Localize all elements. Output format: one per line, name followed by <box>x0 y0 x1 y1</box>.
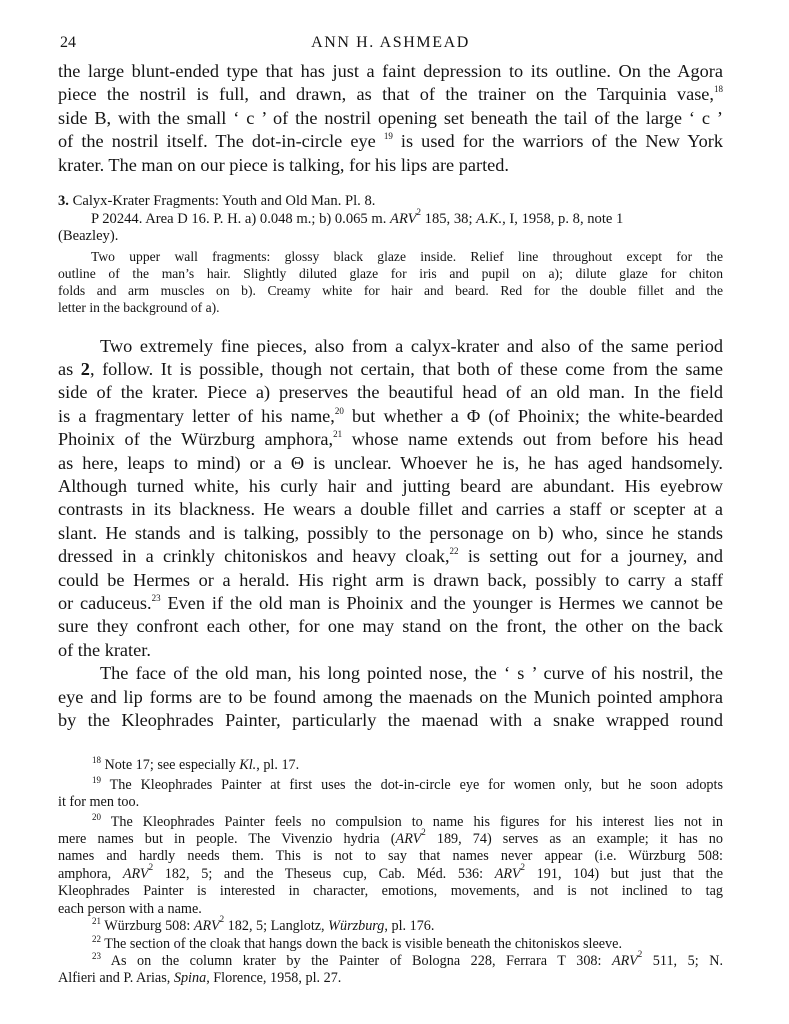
footnote-ref[interactable]: 23 <box>151 593 161 603</box>
text-line: or caduceus.$^{23}$ Even if the old man is Phoinix and the younger is Hermes we cannot be <box>58 593 723 613</box>
paragraph-two <box>58 335 723 663</box>
text-line: Phoinix of the Würzburg amphora,$^{21}$ whose name extends out from before his head <box>58 429 723 450</box>
catalog-title: 3. Calyx-Krater Fragments: Youth and Old Man. Pl. 8. <box>58 193 376 210</box>
text-line: is a fragmentary letter of his name,$^{20}$ but whether a Φ (of Phoinix; the white-bearded <box>58 405 723 426</box>
text-line: as here, leaps to mind) or a Θ is unclear. Whoever he is, he has aged handsomely. <box>58 452 723 473</box>
footnote-ref[interactable]: 19 <box>383 131 393 142</box>
text-line: each person with a name. <box>58 900 202 917</box>
catalog-reference: P 20244. Area D 16. P. H. a) 0.048 m.; b) 0.065 m. ARV$^2$ 185, 38; A.K., I, 1958, p. 8, note 1 <box>91 206 624 227</box>
text-line: could be Hermes or a herald. His right arm is drawn back, possibly to carry a staff <box>58 569 723 590</box>
text-line: Two upper wall fragments: glossy black glaze inside. Relief line throughout except for the <box>91 248 723 264</box>
footnote-23: $^{23}$ As on the column krater by the Painter of Bologna 228, Ferrara T 308: ARV$^2$ 511, 5; N. <box>92 948 723 969</box>
footnote-ref[interactable]: 18 <box>714 84 723 95</box>
page-header <box>58 34 723 60</box>
paragraph-continuation <box>58 60 723 177</box>
text-line: sure they confront each other, for one may stand on the front, the other on the back <box>58 616 723 637</box>
text-line: Alfieri and P. Arias, Spina, Florence, 1958, pl. 27. <box>58 970 342 987</box>
text-line: folds and arm muscles on b). Creamy white for hair and beard. Red for the double fillet and the <box>58 282 723 298</box>
footnote-divider <box>58 746 118 747</box>
paragraph-three <box>58 662 723 732</box>
text-line: outline of the man’s hair. Slightly diluted glaze for iris and pupil on a); dilute glaze for chiton <box>58 265 723 281</box>
text-line: side of the krater. Piece a) preserves the beautiful head of an old man. In the field <box>58 382 723 403</box>
text-line: amphora, ARV$^2$ 182, 5; and the Theseus cup, Cab. Méd. 536: ARV$^2$ 191, 104) but just that the <box>58 861 724 882</box>
footnote-ref[interactable]: 22 <box>449 546 459 557</box>
text-line: Two extremely fine pieces, also from a calyx-krater and also of the same period <box>100 335 723 356</box>
text-line: slant. He stands and is talking, possibly to the personage on b) who, since he stands <box>58 522 723 543</box>
footnote-20: $^{20}$ The Kleophrades Painter feels no compulsion to name his figures for his interest lies not in <box>92 811 723 830</box>
footnote-21: $^{21}$ Würzburg 508: ARV$^2$ 182, 5; Langlotz, Würzburg, pl. 176. <box>92 914 435 935</box>
text-line: Kleophrades Painter is interested in character, emotions, movements, and is not inclined to tag <box>58 883 723 900</box>
catalog-entry <box>58 193 723 316</box>
text-line: eye and lip forms are to be found among the maenads on the Munich pointed amphora <box>58 686 723 707</box>
text-line: side B, with the small ‘ c ’ of the nostril opening set beneath the tail of the large ‘ c ’ <box>58 107 723 128</box>
text-line: of the nostril itself. The dot-in-circle eye $^{19}$ is used for the warriors of the New York <box>58 131 723 152</box>
text-line: by the Kleophrades Painter, particularly the maenad with a snake wrapped round <box>58 710 723 731</box>
text-line: piece the nostril is full, and drawn, as that of the trainer on the Tarquinia vase,$^{18}$ <box>58 84 723 105</box>
text-line: dressed in a crinkly chitoniskos and heavy cloak,$^{22}$ is setting out for a journey, and <box>58 546 723 567</box>
text-line: letter in the background of a). <box>58 299 220 315</box>
footnote-18: $^{18}$ Note 17; see especially Kl., pl. 17. <box>92 755 300 774</box>
footnote-ref[interactable]: 20 <box>334 405 344 416</box>
text-line: the large blunt-ended type that has just a faint depression to its outline. On the Agora <box>58 61 723 81</box>
text-line: names and hardly needs them. This is not to say that names never appear (i.e. Würzburg 508: <box>58 848 723 865</box>
text-line: it for men too. <box>58 794 140 811</box>
footnote-22: $^{22}$ The section of the cloak that hangs down the back is visible beneath the chitoniskos sleeve. <box>92 933 622 952</box>
text-line: as 2, follow. It is possible, though not certain, that both of these come from the same <box>58 358 723 379</box>
catalog-attribution: (Beazley). <box>58 228 119 245</box>
footnotes <box>58 757 723 987</box>
text-line: contrasts in its blackness. He wears a double fillet and carries a staff or scepter at a <box>58 499 723 520</box>
footnote-19: $^{19}$ The Kleophrades Painter at first uses the dot-in-circle eye for women only, but he soon adopts <box>92 774 723 793</box>
page-number: 24 <box>60 34 76 51</box>
catalog-description <box>58 248 723 316</box>
text-line: krater. The man on our piece is talking, for his lips are parted. <box>58 154 509 175</box>
text-line: Although turned white, his curly hair and jutting beard are abundant. His eyebrow <box>58 475 723 496</box>
text-line: The face of the old man, his long pointed nose, the ‘ s ’ curve of his nostril, the <box>100 663 723 684</box>
running-head: ANN H. ASHMEAD <box>311 34 470 51</box>
page <box>58 34 723 988</box>
footnote-ref[interactable]: 21 <box>333 429 343 440</box>
text-line: of the krater. <box>58 639 151 660</box>
text-line: mere names but in people. The Vivenzio hydria (ARV$^2$ 189, 74) serves as an example; it has no <box>58 827 723 848</box>
